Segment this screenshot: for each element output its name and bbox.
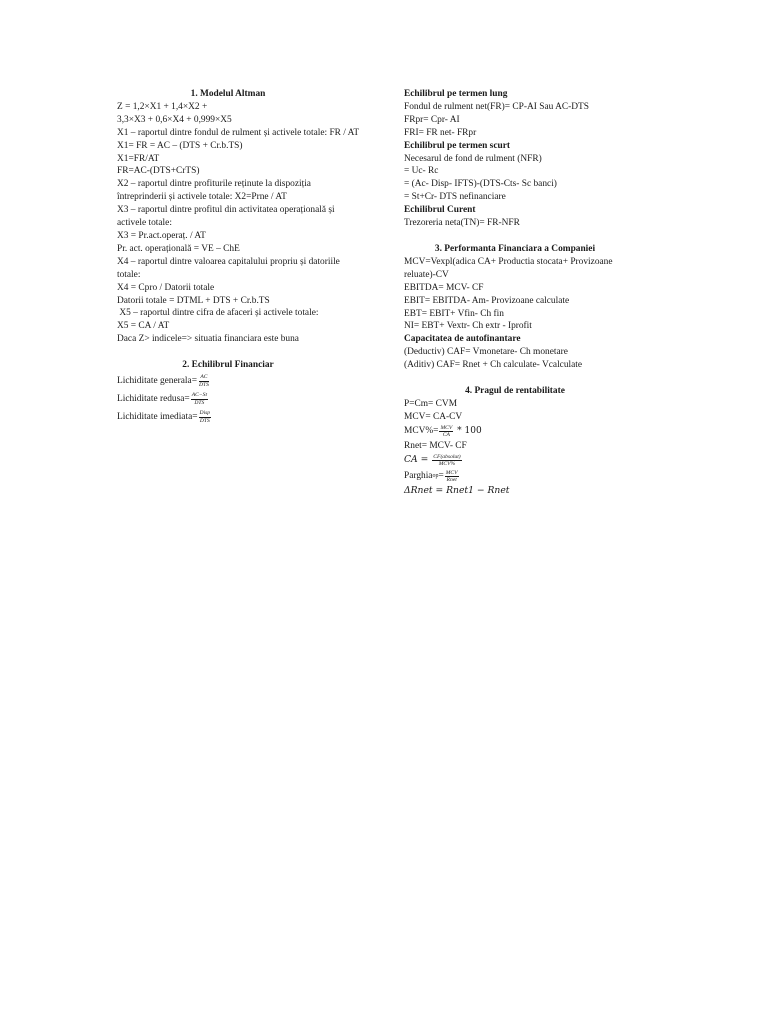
text-line: X2 – raportul dintre profiturile reținute la dispoziția (117, 179, 311, 190)
formula-label: Lichiditate redusa= (117, 393, 190, 404)
text-line: NI= EBT+ Vextr- Ch extr - Iprofit (404, 321, 532, 332)
text-line: Necesarul de fond de rulment (NFR) (404, 153, 542, 164)
prag-lines (404, 398, 666, 424)
formula-label: Parghia (404, 471, 433, 482)
text-line: Trezoreria neta(TN)= FR-NFR (404, 218, 520, 229)
parghia-formula (404, 469, 666, 485)
fraction (432, 454, 461, 468)
heading-echilibrul-curent: Echilibrul Curent (404, 205, 476, 216)
text-line: X5 = CA / AT (117, 321, 170, 332)
formula-label: CA = (404, 454, 429, 466)
heading-capacitatea-autofinantare: Capacitatea de autofinantare (404, 334, 521, 345)
caf-lines (404, 346, 666, 372)
text-line: FRI= FR net- FRpr (404, 127, 477, 138)
text-line: X3 – raportul dintre profitul din activitatea operațională și (117, 205, 335, 216)
text-line: X4 – raportul dintre valoarea capitalului propriu și datoriile (117, 256, 340, 267)
text-line: MCV= CA-CV (404, 411, 463, 422)
text-line: = Uc- Rc (404, 166, 439, 177)
heading-termen-lung: Echilibrul pe termen lung (404, 89, 508, 99)
fraction-denominator: Rnet (446, 477, 457, 484)
section-title-altman: 1. Modelul Altman (190, 89, 266, 99)
altman-lines (117, 101, 379, 346)
formula-equals: = (438, 471, 444, 482)
text-line: X3 = Pr.act.operaț. / AT (117, 230, 206, 241)
liquidity-formula (117, 372, 379, 390)
fraction-numerator: CF(absolut) (433, 453, 461, 460)
fraction (191, 392, 208, 406)
formula-subscript: op (432, 473, 439, 480)
text-line: reluate)-CV (404, 269, 449, 280)
fraction-denominator: DTS (199, 417, 210, 424)
fraction (439, 425, 453, 439)
fraction-denominator: DTS (194, 399, 205, 406)
mcv-percent-formula (404, 424, 666, 440)
text-line: = St+Cr- DTS nefinanciare (404, 192, 506, 203)
delta-rnet-formula: ΔRnet = Rnet1 − Rnet (404, 484, 510, 496)
fraction (199, 410, 212, 424)
text-line: FRpr= Cpr- AI (404, 114, 460, 125)
left-column (117, 88, 379, 426)
fraction-denominator: DTS (199, 381, 209, 388)
text-line: Pr. act. operațională = VE – ChE (117, 243, 240, 254)
right-column (404, 88, 666, 498)
text-line: întreprinderii și activele totale: X2=Prne / AT (117, 192, 287, 203)
fraction-denominator: MCV% (438, 461, 456, 468)
text-line: activele totale: (117, 218, 172, 229)
termen-lung-lines (404, 101, 666, 140)
fraction (198, 374, 210, 388)
text-line: EBT= EBIT+ Vfin- Ch fin (404, 308, 504, 319)
text-line: X5 – raportul dintre cifra de afaceri și activele totale: (117, 308, 319, 319)
text-line: P=Cm= CVM (404, 398, 458, 409)
formula-tail: * 100 (454, 426, 482, 437)
section-title-echilibru-financiar: 2. Echilibrul Financiar (182, 360, 274, 371)
text-line: X1= FR = AC – (DTS + Cr.b.TS) (117, 140, 243, 151)
formula-label: MCV%= (404, 426, 439, 437)
text-line: (Deductiv) CAF= Vmonetare- Ch monetare (404, 347, 568, 358)
fraction-numerator: MCV (445, 469, 458, 476)
liquidity-formula (117, 408, 379, 426)
text-line: Fondul de rulment net(FR)= CP-AI Sau AC-DTS (404, 101, 589, 112)
text-line: (Aditiv) CAF= Rnet + Ch calculate- Vcalculate (404, 360, 583, 371)
text-line: Z = 1,2×X1 + 1,4×X2 + (117, 101, 208, 112)
performanta-lines (404, 256, 666, 333)
text-line: EBIT= EBITDA- Am- Provizoane calculate (404, 295, 570, 306)
text-line: Daca Z> indicele=> situatia financiara este buna (117, 334, 299, 345)
text-line: X1 – raportul dintre fondul de rulment și activele totale: FR / AT (117, 127, 360, 138)
fraction-numerator: AC (200, 374, 208, 381)
text-line: = (Ac- Disp- IFTS)-(DTS-Cts- Sc banci) (404, 179, 557, 190)
fraction-denominator: CA (442, 432, 450, 439)
section-title-prag-rentabilitate: 4. Pragul de rentabilitate (465, 386, 565, 397)
echilibrul-curent-lines (404, 217, 666, 230)
section-title-performanta: 3. Performanta Financiara a Companiei (434, 243, 596, 254)
text-line: X1=FR/AT (117, 153, 160, 164)
text-line: FR=AC-(DTS+CrTS) (117, 166, 200, 177)
liquidity-formula (117, 390, 379, 408)
text-line: MCV=Vexpl(adica CA+ Productia stocata+ Provizoane (404, 256, 613, 267)
liquidity-formulas (117, 372, 379, 426)
text-line: X4 = Cpro / Datorii totale (117, 282, 215, 293)
termen-scurt-lines (404, 153, 666, 205)
fraction-numerator: Disp (199, 410, 211, 417)
text-line: Datorii totale = DTML + DTS + Cr.b.TS (117, 295, 270, 306)
heading-termen-scurt: Echilibrul pe termen scurt (404, 140, 510, 151)
fraction-numerator: AC−St (191, 392, 207, 399)
rnet-formula: Rnet= MCV- CF (404, 440, 467, 451)
formula-label: Lichiditate imediata= (117, 411, 198, 422)
formula-label: Lichiditate generala= (117, 375, 197, 386)
text-line: EBITDA= MCV- CF (404, 282, 484, 293)
fraction-numerator: MCV (440, 424, 453, 431)
fraction (445, 470, 459, 484)
text-line: 3,3×X3 + 0,6×X4 + 0,999×X5 (117, 114, 232, 125)
ca-formula (404, 453, 666, 469)
text-line: totale: (117, 269, 141, 280)
